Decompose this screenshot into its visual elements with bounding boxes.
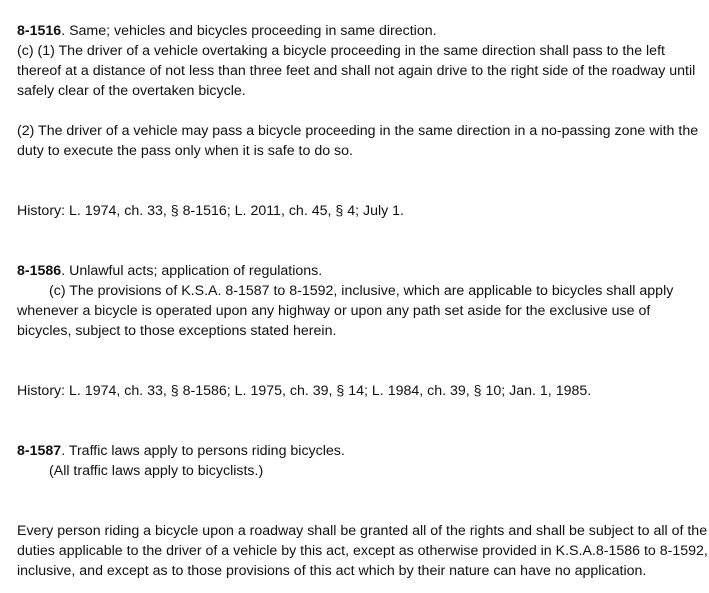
paragraph <box>17 41 705 101</box>
paragraph-line: (c) The provisions of K.S.A. 8-1587 to 8-1592, inclusive, which are applicable to bicycles shall apply <box>49 283 674 299</box>
section-number: 8-1586 <box>17 263 62 279</box>
paragraph <box>17 521 708 581</box>
section-note: (All traffic laws apply to bicyclists.) <box>49 463 264 479</box>
statute-document <box>17 21 708 581</box>
paragraph <box>17 281 705 341</box>
paragraph-line: duties applicable to the driver of a vehicle by this act, except as otherwise provided in K.S.A.8-1586 to 8-1592, <box>17 543 708 559</box>
section-heading <box>17 441 705 461</box>
paragraph-line: thereof at a distance of not less than three feet and shall not again drive to the right side of the roadway until <box>17 63 696 79</box>
section-title: . Traffic laws apply to persons riding bicycles. <box>61 443 345 459</box>
paragraph-line: whenever a bicycle is operated upon any highway or upon any path set aside for the exclusive use of <box>17 303 651 319</box>
paragraph <box>17 121 705 161</box>
paragraph-line: (2) The driver of a vehicle may pass a bicycle proceeding in the same direction in a no-passing zone with the <box>17 123 699 139</box>
history-line: History: L. 1974, ch. 33, § 8-1586; L. 1975, ch. 39, § 14; L. 1984, ch. 39, § 10; Jan. 1, 1985. <box>17 383 592 399</box>
section-title: . Same; vehicles and bicycles proceeding in same direction. <box>61 23 437 39</box>
section-8-1586 <box>17 261 705 401</box>
paragraph-line: duty to execute the pass only when it is safe to do so. <box>17 143 353 159</box>
section-heading <box>17 21 705 41</box>
paragraph-line: safely clear of the overtaken bicycle. <box>17 83 246 99</box>
paragraph-line: (c) (1) The driver of a vehicle overtaking a bicycle proceeding in the same direction shall pass to the left <box>17 43 665 59</box>
section-number: 8-1587 <box>17 443 62 459</box>
section-8-1587 <box>17 441 708 581</box>
paragraph-line: Every person riding a bicycle upon a roadway shall be granted all of the rights and shall be subject to all of the <box>17 523 708 539</box>
section-number: 8-1516 <box>17 23 62 39</box>
section-title: . Unlawful acts; application of regulations. <box>61 263 323 279</box>
history-line: History: L. 1974, ch. 33, § 8-1516; L. 2011, ch. 45, § 4; July 1. <box>17 203 404 219</box>
paragraph-line: bicycles, subject to those exceptions stated herein. <box>17 323 337 339</box>
section-heading <box>17 261 705 281</box>
section-8-1516 <box>17 21 705 221</box>
paragraph-line: inclusive, and except as to those provisions of this act which by their nature can have no application. <box>17 563 647 579</box>
